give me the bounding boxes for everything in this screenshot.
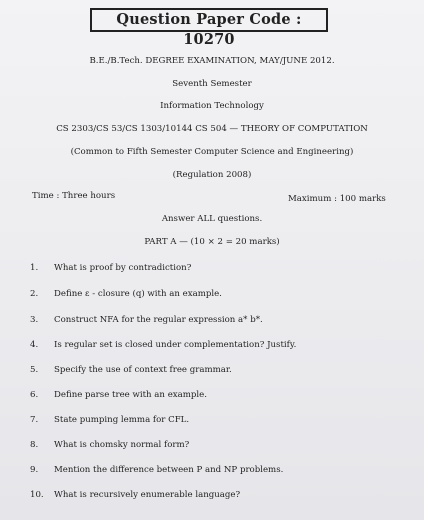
semester-label: Seventh Semester (172, 79, 252, 89)
question-paper-code-box (90, 8, 328, 48)
branch-label: Information Technology (160, 101, 264, 111)
question-text: What is recursively enumerable language? (54, 490, 241, 500)
question-text: State pumping lemma for CFL. (54, 415, 190, 425)
question-text: What is proof by contradiction? (54, 263, 192, 273)
question-number: 3. (30, 315, 39, 325)
question-text: Mention the difference between P and NP problems. (54, 465, 284, 475)
common-note: (Common to Fifth Semester Computer Science and Engineering) (70, 147, 354, 157)
question-number: 10. (30, 490, 44, 500)
question-text: What is chomsky normal form? (54, 440, 190, 450)
question-text: Define parse tree with an example. (54, 390, 207, 400)
question-text: Define ε - closure (q) with an example. (54, 289, 222, 299)
question-text: Specify the use of context free grammar. (54, 365, 232, 375)
max-marks-label: Maximum : 100 marks (288, 194, 386, 204)
part-a-heading: PART A — (10 × 2 = 20 marks) (144, 237, 280, 247)
question-number: 8. (30, 440, 39, 450)
instruction-label: Answer ALL questions. (161, 214, 263, 224)
course-title: CS 2303/CS 53/CS 1303/10144 CS 504 — THEORY OF COMPUTATION (56, 124, 368, 134)
question-text: Construct NFA for the regular expression a* b*. (54, 315, 263, 325)
exam-title: B.E./B.Tech. DEGREE EXAMINATION, MAY/JUNE 2012. (89, 56, 335, 66)
question-number: 5. (30, 365, 39, 375)
question-number: 7. (30, 415, 39, 425)
question-number: 9. (30, 465, 39, 475)
question-number: 1. (30, 263, 39, 273)
question-number: 6. (30, 390, 39, 400)
question-text: Is regular set is closed under complementation? Justify. (54, 340, 297, 350)
question-number: 4. (30, 340, 39, 350)
time-label: Time : Three hours (32, 191, 116, 201)
question-number: 2. (30, 289, 39, 299)
question-paper-code: Question Paper Code : 10270 (116, 11, 302, 48)
regulation-label: (Regulation 2008) (172, 170, 252, 180)
